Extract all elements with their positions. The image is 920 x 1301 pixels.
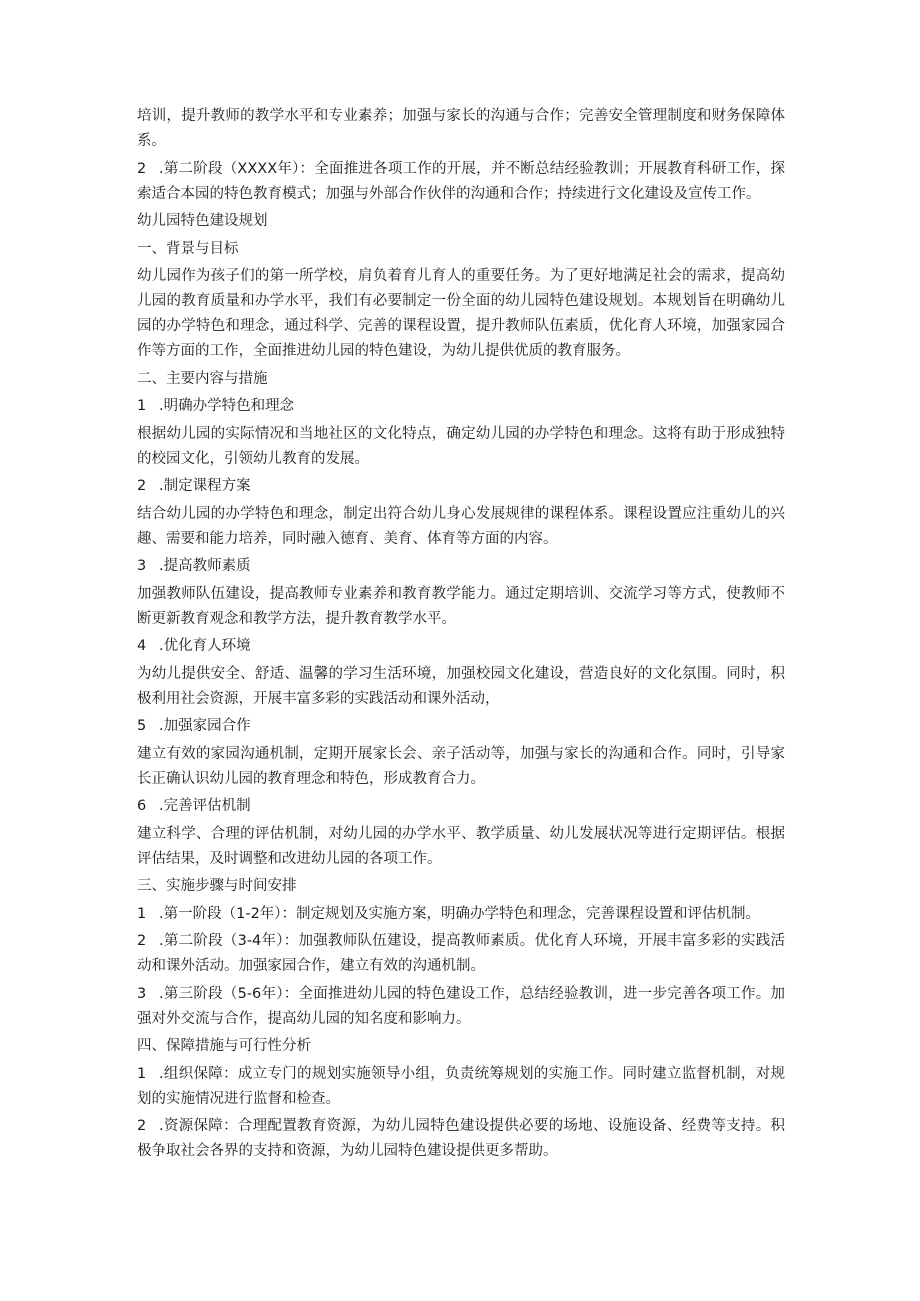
paragraph-text: .提高教师素质 (159, 558, 251, 574)
section-heading (137, 874, 785, 899)
paragraph-text: 根据幼儿园的实际情况和当地社区的文化特点，确定幼儿园的办学特色和理念。这将有助于形成独特的校园文化，引领幼儿教育的发展。 (137, 425, 785, 467)
paragraph-text: .第二阶段（3-4年）：加强教师队伍建设，提高教师素质。优化育人环境，开展丰富多彩的实践活动和课外活动。加强家园合作，建立有效的沟通机制。 (137, 933, 785, 974)
paragraph-text: 加强教师队伍建设，提高教师专业素养和教育教学能力。通过定期培训、交流学习等方式，使教师不断更新教育观念和教学方法，提升教育教学水平。 (137, 585, 785, 627)
document-page (137, 104, 785, 1167)
paragraph-text: 培训，提升教师的教学水平和专业素养；加强与家长的沟通与合作；完善安全管理制度和财务保障体系。 (137, 108, 785, 149)
paragraph-text: .第三阶段（5-6年）：全面推进幼儿园的特色建设工作，总结经验教训，进一步完善各项工作。加强对外交流与合作，提高幼儿园的知名度和影响力。 (137, 985, 785, 1027)
numbered-item (137, 474, 785, 499)
item-number: 3 (137, 985, 147, 1002)
paragraph-text: 幼儿园特色建设规划 (137, 213, 268, 229)
numbered-item (137, 714, 785, 739)
paragraph-text: 一、背景与目标 (137, 240, 239, 257)
paragraph-text: 为幼儿提供安全、舒适、温馨的学习生活环境，加强校园文化建设，营造良好的文化氛围。同时，积极利用社会资源，开展丰富多彩的实践活动和课外活动， (137, 665, 785, 707)
paragraph-text: .制定课程方案 (159, 478, 251, 494)
numbered-item (137, 1062, 785, 1112)
body-paragraph (137, 822, 785, 872)
paragraph-text: .第二阶段（XXXX年）：全面推进各项工作的开展，并不断总结经验教训；开展教育科研工作，探索适合本园的特色教育模式；加强与外部合作伙伴的沟通和合作；持续进行文化建设及宣传工作。 (137, 160, 785, 202)
item-number: 2 (137, 933, 147, 949)
item-number: 1 (137, 398, 147, 414)
numbered-item (137, 554, 785, 579)
body-paragraph (137, 742, 785, 792)
item-number: 2 (137, 478, 147, 494)
paragraph-text: .完善评估机制 (159, 798, 251, 814)
numbered-item (137, 902, 785, 927)
paragraph-text: 二、主要内容与措施 (137, 370, 268, 387)
item-number: 1 (137, 905, 147, 922)
numbered-item (137, 157, 785, 207)
section-heading (137, 209, 785, 234)
paragraph-text: .资源保障：合理配置教育资源，为幼儿园特色建设提供必要的场地、设施设备、经费等支持。积极争取社会各界的支持和资源，为幼儿园特色建设提供更多帮助。 (137, 1118, 785, 1159)
body-paragraph (137, 264, 785, 364)
paragraph-text: 结合幼儿园的办学特色和理念，制定出符合幼儿身心发展规律的课程体系。课程设置应注重幼儿的兴趣、需要和能力培养，同时融入德育、美育、体育等方面的内容。 (137, 505, 785, 547)
body-paragraph (137, 104, 785, 154)
paragraph-text: .加强家园合作 (159, 718, 251, 734)
item-number: 2 (137, 160, 147, 177)
item-number: 4 (137, 638, 147, 654)
paragraph-text: .明确办学特色和理念 (159, 398, 295, 414)
body-paragraph (137, 422, 785, 472)
numbered-item (137, 634, 785, 659)
numbered-item (137, 794, 785, 819)
numbered-item (137, 982, 785, 1032)
paragraph-text: .组织保障：成立专门的规划实施领导小组，负责统筹规划的实施工作。同时建立监督机制，对规划的实施情况进行监督和检查。 (137, 1065, 785, 1107)
body-paragraph (137, 582, 785, 632)
section-heading (137, 237, 785, 262)
paragraph-text: 幼儿园作为孩子们的第一所学校，肩负着育儿育人的重要任务。为了更好地满足社会的需求，提高幼儿园的教育质量和办学水平，我们有必要制定一份全面的幼儿园特色建设规划。本规划旨在明确幼儿园的办学特色和理念，通过科学、完善的课程设置，提升教师队伍素质，优化育人环境，加强家园合作等方面的工作，全面推进幼儿园的特色建设，为幼儿提供优质的教育服务。 (137, 268, 785, 359)
paragraph-text: .优化育人环境 (159, 638, 251, 654)
item-number: 3 (137, 558, 147, 574)
item-number: 2 (137, 1118, 147, 1134)
section-heading (137, 367, 785, 392)
body-paragraph (137, 662, 785, 712)
section-heading (137, 1034, 785, 1059)
paragraph-text: 四、保障措施与可行性分析 (137, 1038, 311, 1054)
numbered-item (137, 1114, 785, 1164)
item-number: 6 (137, 798, 147, 814)
numbered-item (137, 929, 785, 979)
item-number: 1 (137, 1065, 147, 1082)
paragraph-text: 建立科学、合理的评估机制，对幼儿园的办学水平、教学质量、幼儿发展状况等进行定期评估。根据评估结果，及时调整和改进幼儿园的各项工作。 (137, 825, 785, 867)
paragraph-text: 建立有效的家园沟通机制，定期开展家长会、亲子活动等，加强与家长的沟通和合作。同时，引导家长正确认识幼儿园的教育理念和特色，形成教育合力。 (137, 745, 785, 787)
numbered-item (137, 394, 785, 419)
body-paragraph (137, 502, 785, 552)
paragraph-text: 三、实施步骤与时间安排 (137, 878, 297, 894)
item-number: 5 (137, 718, 147, 734)
paragraph-text: .第一阶段（1-2年）：制定规划及实施方案，明确办学特色和理念，完善课程设置和评估机制。 (159, 905, 761, 922)
